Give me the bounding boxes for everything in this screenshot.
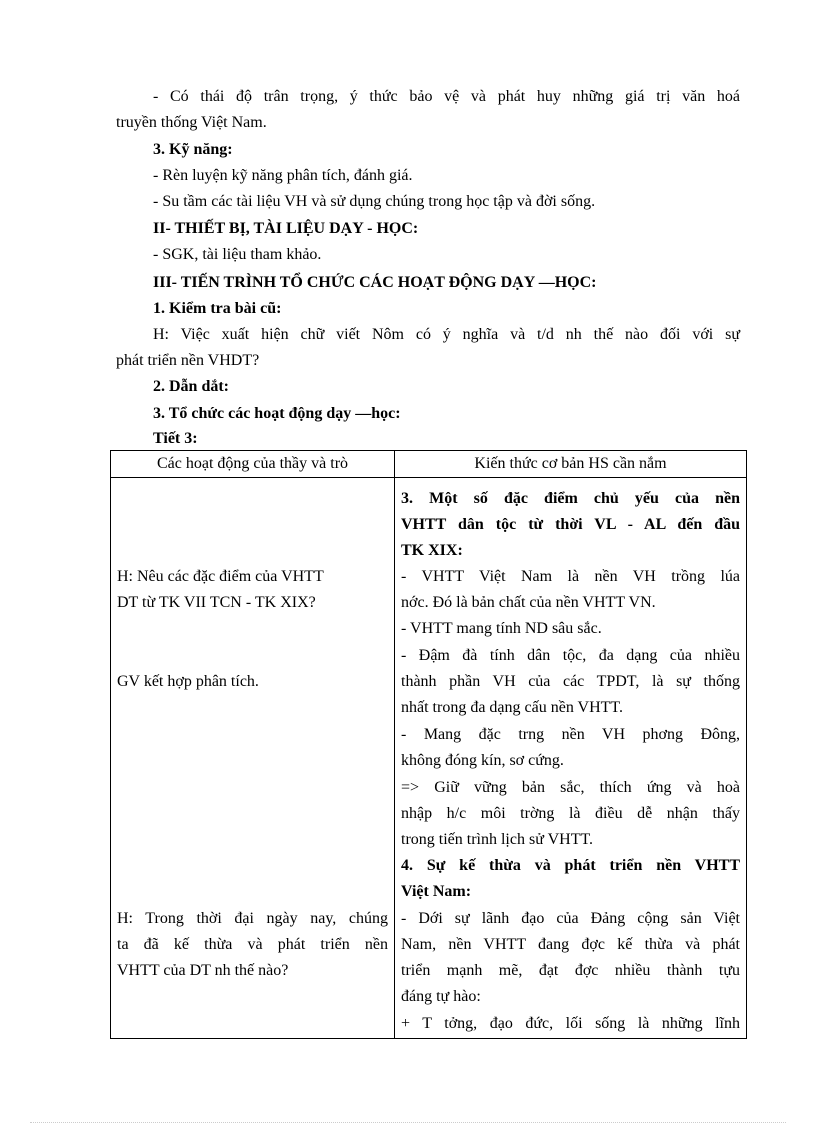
knowledge-line: => Giữ vững bản sắc, thích ứng và hoà [401, 779, 740, 796]
question-2-line-2: ta đã kế thừa và phát triển nền [117, 936, 388, 953]
check-question-line-2: phát triển nền VHDT? [116, 352, 260, 369]
knowledge-line: - Dới sự lãnh đạo của Đảng cộng sản Việt [401, 910, 740, 927]
section-3-heading-line-1: 3. Một số đặc điểm chủ yếu của nền [401, 490, 740, 507]
knowledge-line: đáng tự hào: [401, 988, 481, 1005]
question-1-line-1: H: Nêu các đặc điểm của VHTT [117, 568, 324, 585]
equipment-heading: II- THIẾT BỊ, TÀI LIỆU DẠY - HỌC: [153, 220, 419, 237]
knowledge-cell [395, 478, 747, 1039]
table-row [111, 478, 747, 1039]
question-2-line-1: H: Trong thời đại ngày nay, chúng [117, 910, 388, 927]
section-4-heading-line-1: 4. Sự kế thừa và phát triển nền VHTT [401, 857, 740, 874]
lead-heading: 2. Dẫn dắt: [153, 378, 230, 395]
header-knowledge: Kiến thức cơ bản HS cần nắm [395, 451, 747, 478]
knowledge-line: - VHTT mang tính ND sâu sắc. [401, 620, 602, 637]
knowledge-line: - Đậm đà tính dân tộc, đa dạng của nhiều [401, 647, 740, 664]
skills-heading: 3. Kỹ năng: [153, 141, 233, 158]
knowledge-line: nớc. Đó là bản chất của nền VHTT VN. [401, 594, 656, 611]
activities-cell [111, 478, 395, 1039]
skill-item-2: - Su tầm các tài liệu VH và sử dụng chúng trong học tập và đời sống. [153, 193, 596, 210]
teacher-note: GV kết hợp phân tích. [117, 673, 259, 690]
section-3-heading-line-3: TK XIX: [401, 542, 463, 559]
period-heading: Tiết 3: [153, 430, 198, 447]
knowledge-line: thành phần VH của các TPDT, là sự thống [401, 673, 740, 690]
knowledge-line: - VHTT Việt Nam là nền VH trồng lúa [401, 568, 740, 585]
process-heading: III- TIẾN TRÌNH TỔ CHỨC CÁC HOẠT ĐỘNG DẠY —HỌC: [153, 274, 597, 291]
check-question-line-1: H: Việc xuất hiện chữ viết Nôm có ý nghĩa và t/d nh thế nào đối với sự [153, 326, 740, 343]
check-heading: 1. Kiểm tra bài cũ: [153, 300, 282, 317]
organize-heading: 3. Tổ chức các hoạt động dạy —học: [153, 405, 401, 422]
knowledge-line: nhập h/c môi trờng là điều dễ nhận thấy [401, 805, 740, 822]
question-1-line-2: DT từ TK VII TCN - TK XIX? [117, 594, 316, 611]
knowledge-line: nhất trong đa dạng cấu nền VHTT. [401, 699, 624, 716]
lesson-table [110, 450, 747, 1039]
table-header-row [111, 451, 747, 478]
knowledge-line: trong tiến trình lịch sử VHTT. [401, 831, 594, 848]
knowledge-line: - Mang đặc trng nền VH phơng Đông, [401, 726, 740, 743]
knowledge-line: không đóng kín, sơ cứng. [401, 752, 564, 769]
section-4-heading-line-2: Việt Nam: [401, 883, 472, 900]
question-2-line-3: VHTT của DT nh thế nào? [117, 962, 289, 979]
knowledge-line: Nam, nền VHTT đang đợc kế thừa và phát [401, 936, 740, 953]
section-3-heading-line-2: VHTT dân tộc từ thời VL - AL đến đầu [401, 516, 740, 533]
skill-item-1: - Rèn luyện kỹ năng phân tích, đánh giá. [153, 167, 413, 184]
attitude-line-1: - Có thái độ trân trọng, ý thức bảo vệ và phát huy những giá trị văn hoá [153, 88, 740, 105]
knowledge-line: triển mạnh mẽ, đạt đợc nhiều thành tựu [401, 962, 740, 979]
header-activities: Các hoạt động của thầy và trò [111, 451, 395, 478]
knowledge-line: + T tởng, đạo đức, lối sống là những lĩnh [401, 1015, 740, 1032]
equipment-item: - SGK, tài liệu tham khảo. [153, 246, 322, 263]
attitude-line-2: truyền thống Việt Nam. [116, 114, 267, 131]
